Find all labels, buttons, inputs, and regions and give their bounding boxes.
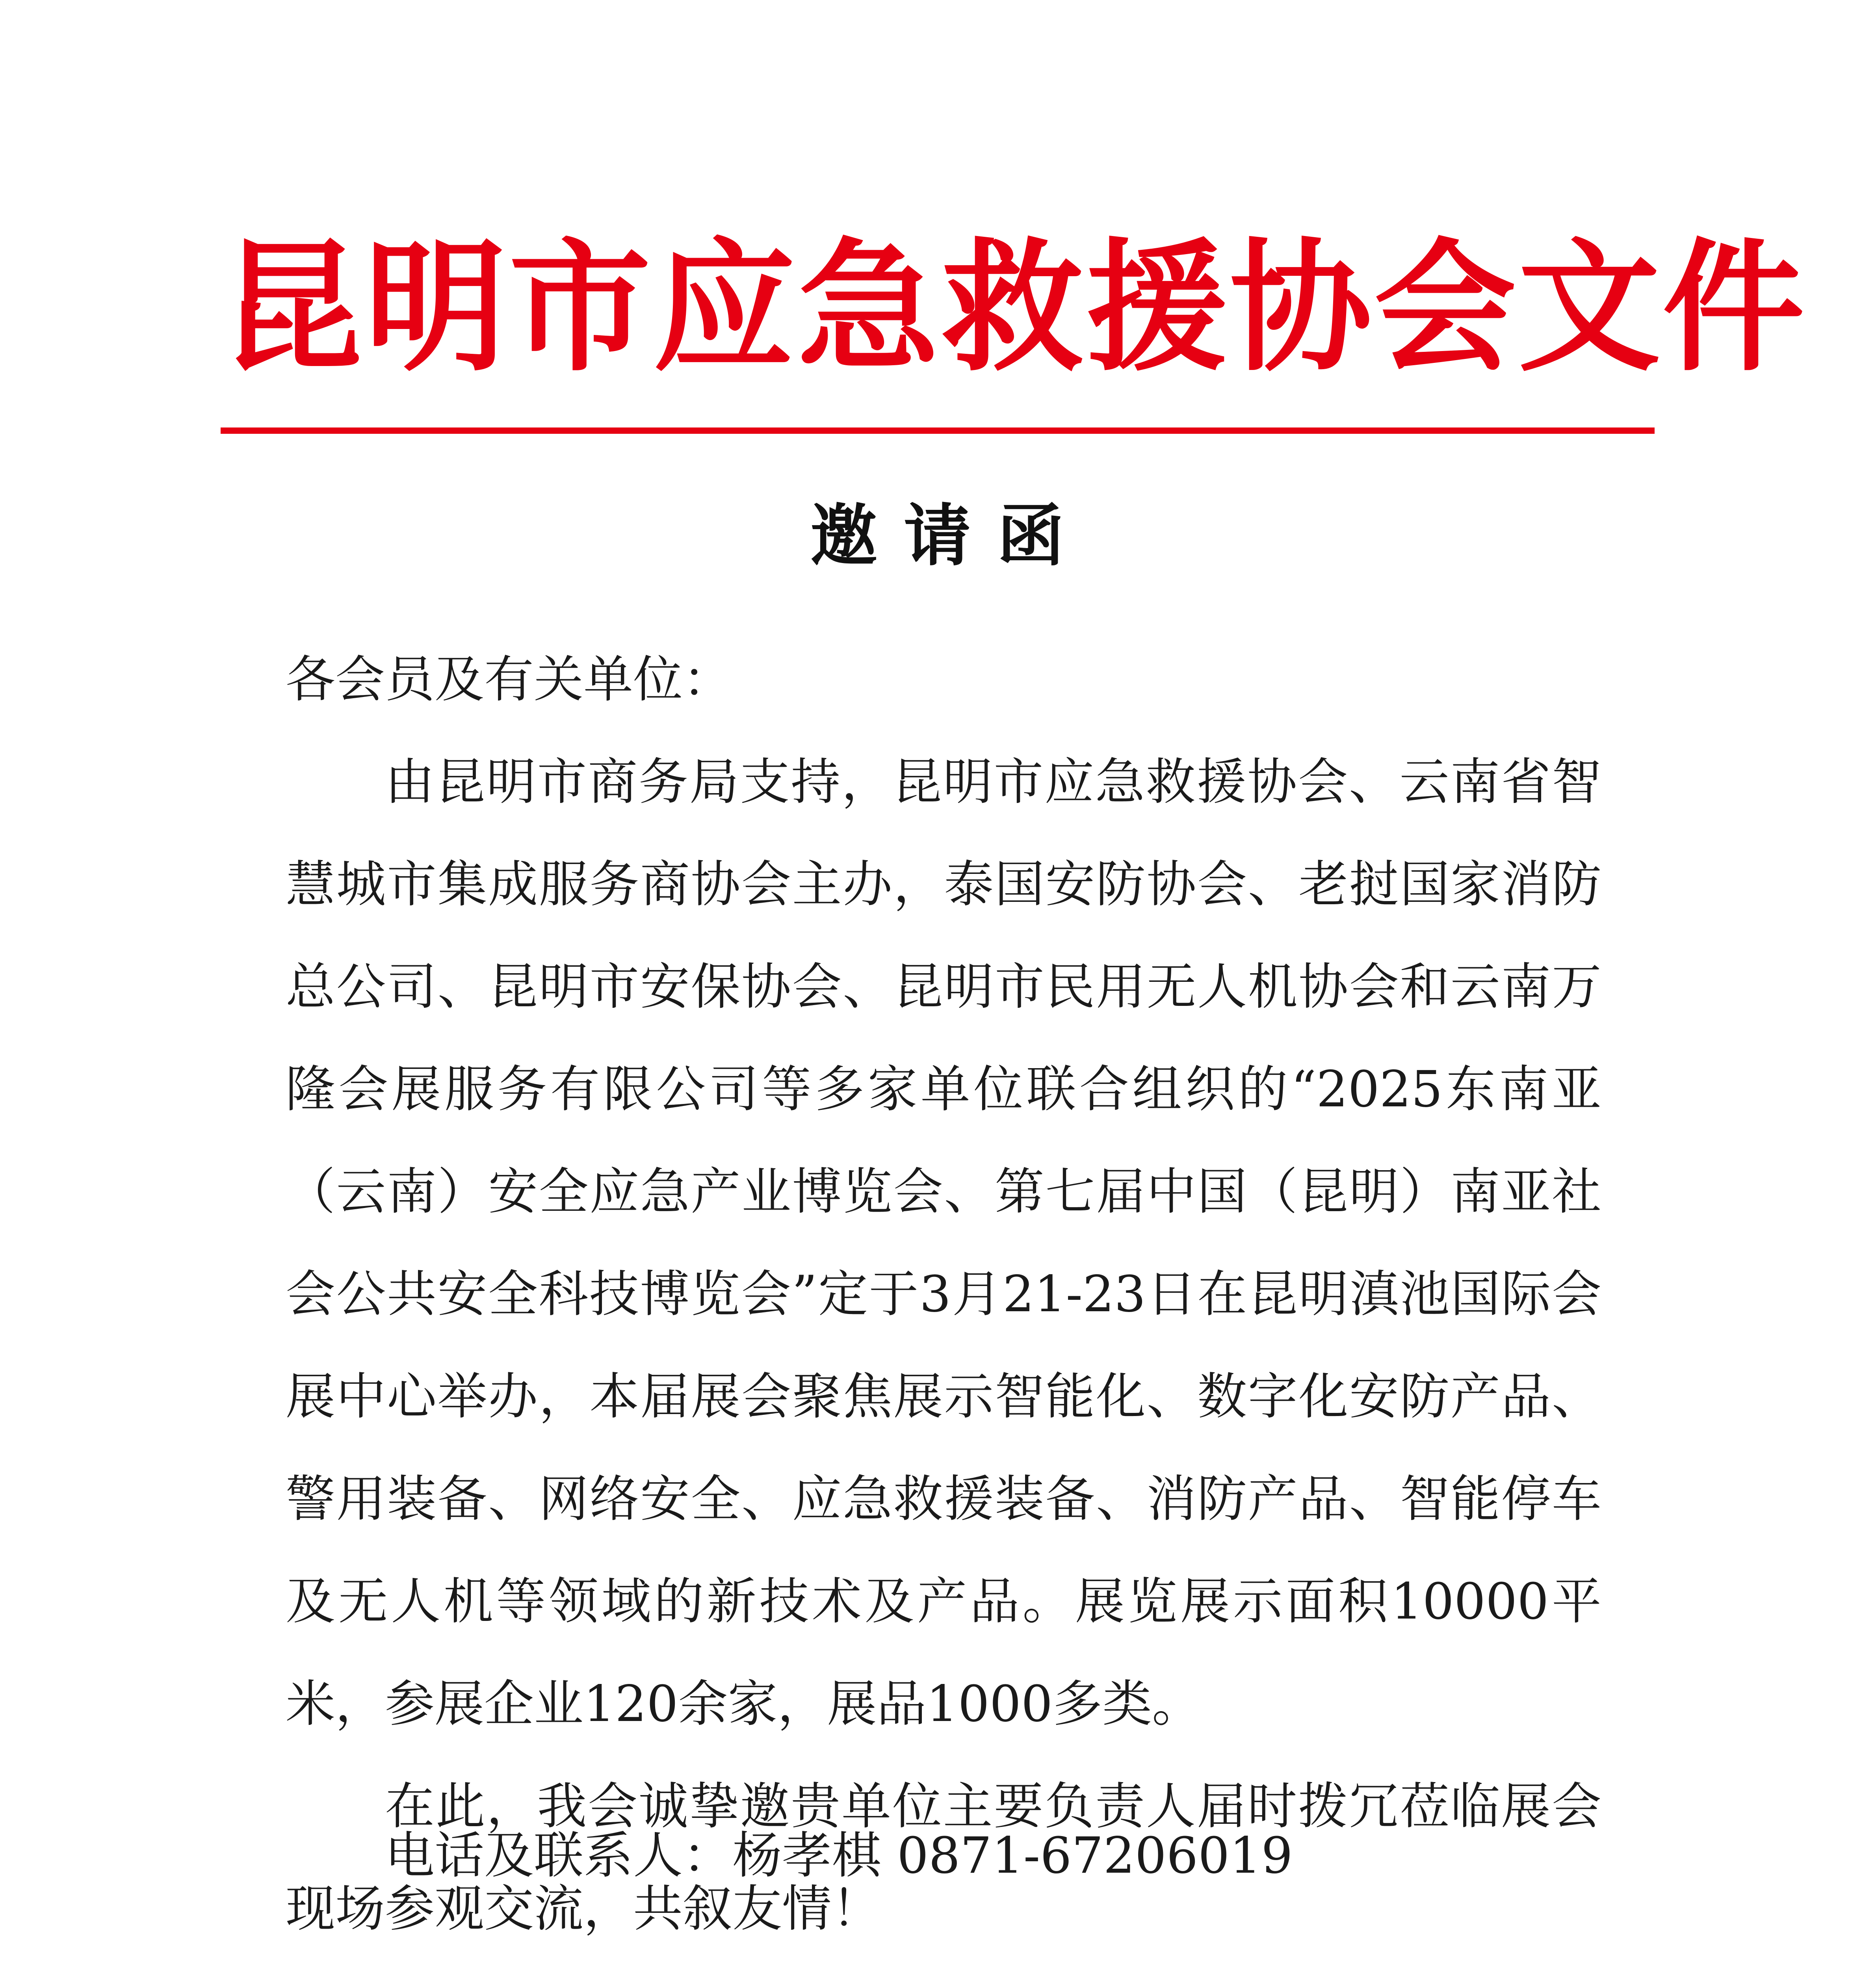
body-paragraph-2: 在此，我会诚挚邀贵单位主要负责人届时拨冗莅临展会现场参观交流，共叙友情！: [286, 1777, 1601, 1938]
document-title: 邀 请 函: [810, 496, 1066, 575]
document-body: [286, 628, 1601, 1960]
contact-line: 电话及联系人：杨孝棋 0871-67206019: [385, 1827, 1293, 1885]
body-paragraph-1: 由昆明市商务局支持，昆明市应急救援协会、云南省智慧城市集成服务商协会主办，泰国安防协会、老挝国家消防总公司、昆明市安保协会、昆明市民用无人机协会和云南万隆会展服务有限公司等多家单位联合组织的“2025东南亚（云南）安全应急产业博览会、第七届中国（昆明）南亚社会公共安全科技博览会”定于3月21-23日在昆明滇池国际会展中心举办，本届展会聚焦展示智能化、数字化安防产品、警用装备、网络安全、应急救援装备、消防产品、智能停车及无人机等领域的新技术及产品。展览展示面积10000平米，参展企业120余家，展品1000多类。: [286, 753, 1601, 1733]
masthead-title: 昆明市应急救援协会文件: [221, 224, 1807, 390]
salutation: 各会员及有关单位：: [286, 650, 732, 708]
masthead-divider: [221, 427, 1655, 434]
